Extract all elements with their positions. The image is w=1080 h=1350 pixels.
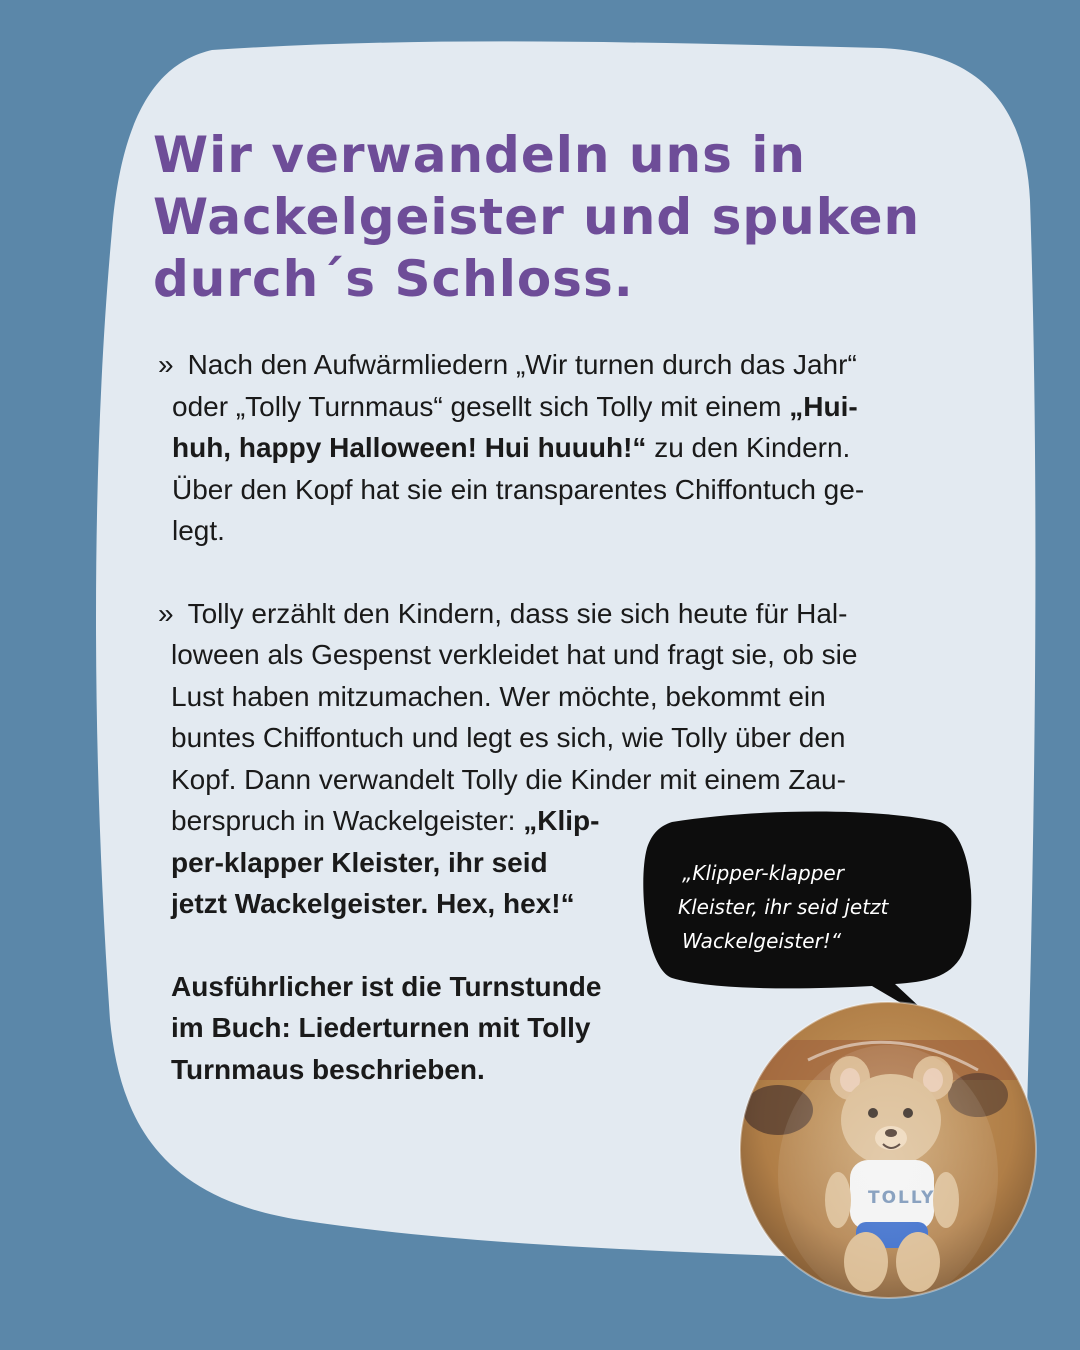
p2-line-6-bold: „Klip- (523, 805, 600, 836)
shirt-text: TOLLY (868, 1188, 936, 1208)
title-line-1: Wir verwandeln uns in (153, 126, 806, 184)
note-line-2: im Buch: Liederturnen mit Tolly (171, 1012, 591, 1043)
p2-line-5: Kopf. Dann verwandelt Tolly die Kinder mit einem Zau- (171, 763, 846, 795)
p2-line-8-bold: jetzt Wackelgeister. Hex, hex!“ (171, 888, 575, 919)
p1-line-3: zu den Kindern. (646, 432, 851, 463)
page-title (153, 124, 953, 310)
tolly-photo (738, 1000, 1038, 1300)
speech-line-3: Wackelgeister!“ (682, 929, 842, 953)
note-line-1: Ausführlicher ist die Turnstunde (171, 970, 602, 1002)
p1-line-1: Nach den Aufwärmliedern „Wir turnen durch das Jahr“ (187, 349, 857, 380)
p2-line-1: Tolly erzählt den Kindern, dass sie sich heute für Hal- (187, 597, 848, 629)
p2-line-4: buntes Chiffontuch und legt es sich, wie Tolly über den (171, 722, 846, 753)
bullet-icon: » (158, 597, 174, 629)
note-line-3: Turnmaus beschrieben. (171, 1053, 485, 1085)
speech-bubble-text (660, 856, 940, 958)
p2-line-2: loween als Gespenst verkleidet hat und fragt sie, ob sie (171, 639, 858, 670)
title-line-3: durch´s Schloss. (153, 250, 634, 308)
paragraph-1 (158, 344, 978, 552)
p2-line-6: berspruch in Wackelgeister: (171, 805, 524, 836)
title-line-2: Wackelgeister und spuken (153, 188, 921, 246)
speech-line-1: „Klipper-klapper (682, 861, 844, 885)
speech-line-2: Kleister, ihr seid jetzt (678, 895, 889, 919)
bullet-icon: » (158, 349, 174, 380)
body-text (158, 344, 978, 1090)
p1-line-5: legt. (172, 515, 225, 546)
p1-line-2-bold: „Hui- (789, 390, 858, 422)
p2-line-3: Lust haben mitzumachen. Wer möchte, bekommt ein (171, 680, 826, 712)
p1-line-3-bold: huh, happy Halloween! Hui huuuh!“ (172, 432, 647, 463)
p1-line-4: Über den Kopf hat sie ein transparentes Chiffontuch ge- (172, 473, 865, 505)
p2-line-7-bold: per-klapper Kleister, ihr seid (171, 846, 548, 878)
p1-line-2: oder „Tolly Turnmaus“ gesellt sich Tolly mit einem (172, 390, 790, 422)
